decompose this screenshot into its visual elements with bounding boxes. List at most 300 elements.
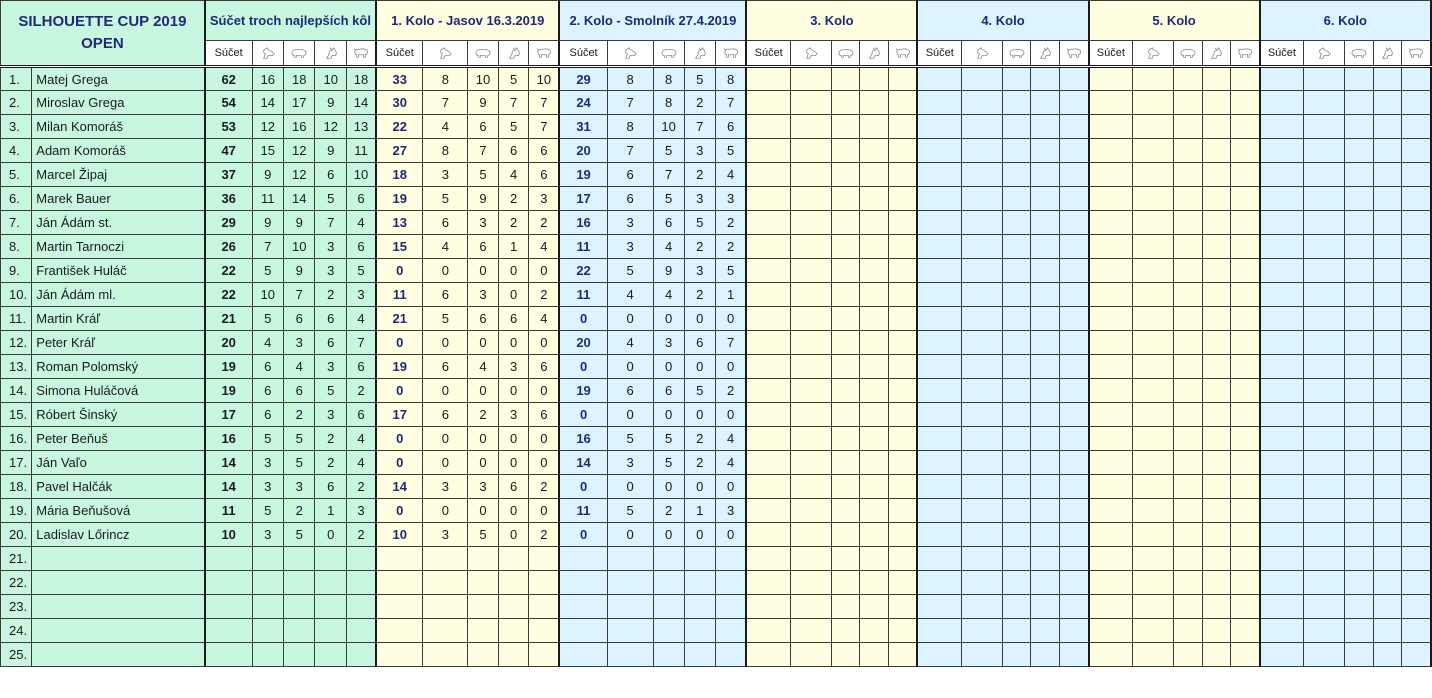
score-cell[interactable]: 2 bbox=[684, 163, 715, 187]
score-cell[interactable] bbox=[860, 91, 889, 115]
score-cell[interactable] bbox=[1304, 499, 1345, 523]
score-cell[interactable]: 18 bbox=[284, 67, 315, 91]
score-cell[interactable]: 9 bbox=[653, 259, 684, 283]
score-cell[interactable]: 6 bbox=[684, 331, 715, 355]
total-score-cell[interactable] bbox=[1260, 595, 1304, 619]
score-cell[interactable] bbox=[790, 451, 831, 475]
total-score-cell[interactable]: 54 bbox=[205, 91, 252, 115]
score-cell[interactable] bbox=[790, 355, 831, 379]
total-score-cell[interactable]: 14 bbox=[376, 475, 423, 499]
score-cell[interactable] bbox=[1231, 91, 1260, 115]
score-cell[interactable] bbox=[962, 379, 1003, 403]
score-cell[interactable]: 2 bbox=[346, 523, 376, 547]
score-cell[interactable]: 7 bbox=[423, 91, 468, 115]
total-score-cell[interactable]: 31 bbox=[559, 115, 607, 139]
score-cell[interactable] bbox=[1031, 259, 1060, 283]
score-cell[interactable] bbox=[1060, 595, 1089, 619]
score-cell[interactable] bbox=[889, 643, 918, 667]
score-cell[interactable]: 3 bbox=[684, 139, 715, 163]
ram-column-header[interactable] bbox=[1231, 41, 1260, 67]
score-cell[interactable] bbox=[1344, 259, 1373, 283]
pig-column-header[interactable] bbox=[653, 41, 684, 67]
score-cell[interactable]: 2 bbox=[529, 283, 560, 307]
score-cell[interactable] bbox=[1133, 403, 1174, 427]
ram-column-header[interactable] bbox=[1402, 41, 1431, 67]
total-score-cell[interactable]: 21 bbox=[205, 307, 252, 331]
total-score-cell[interactable]: 0 bbox=[376, 427, 423, 451]
total-score-cell[interactable] bbox=[376, 643, 423, 667]
competitor-name-cell[interactable]: Pavel Halčák bbox=[32, 475, 205, 499]
round-3-header[interactable]: 3. Kolo bbox=[746, 1, 917, 41]
score-cell[interactable] bbox=[790, 331, 831, 355]
score-cell[interactable]: 0 bbox=[607, 403, 653, 427]
score-cell[interactable]: 10 bbox=[284, 235, 315, 259]
score-cell[interactable] bbox=[1344, 379, 1373, 403]
total-score-cell[interactable]: 0 bbox=[559, 355, 607, 379]
score-cell[interactable] bbox=[1002, 211, 1031, 235]
total-score-cell[interactable] bbox=[746, 643, 790, 667]
score-cell[interactable] bbox=[1002, 571, 1031, 595]
score-cell[interactable] bbox=[498, 571, 529, 595]
score-cell[interactable]: 3 bbox=[607, 235, 653, 259]
score-cell[interactable]: 0 bbox=[423, 499, 468, 523]
pig-column-header[interactable] bbox=[831, 41, 860, 67]
score-cell[interactable] bbox=[1373, 499, 1402, 523]
score-cell[interactable] bbox=[1202, 403, 1231, 427]
score-cell[interactable]: 7 bbox=[284, 283, 315, 307]
score-cell[interactable] bbox=[1202, 307, 1231, 331]
rank-cell[interactable]: 1. bbox=[1, 67, 32, 91]
score-cell[interactable]: 2 bbox=[715, 235, 746, 259]
score-cell[interactable] bbox=[346, 643, 376, 667]
score-cell[interactable]: 6 bbox=[346, 187, 376, 211]
total-score-cell[interactable] bbox=[746, 571, 790, 595]
score-cell[interactable] bbox=[860, 115, 889, 139]
score-cell[interactable] bbox=[607, 547, 653, 571]
score-cell[interactable] bbox=[1060, 235, 1089, 259]
total-score-cell[interactable]: 22 bbox=[559, 259, 607, 283]
score-cell[interactable]: 4 bbox=[653, 235, 684, 259]
score-cell[interactable] bbox=[889, 187, 918, 211]
score-cell[interactable] bbox=[1002, 259, 1031, 283]
total-score-cell[interactable]: 17 bbox=[205, 403, 252, 427]
sum-subheader[interactable]: Súčet bbox=[1089, 41, 1133, 67]
score-cell[interactable] bbox=[831, 355, 860, 379]
score-cell[interactable] bbox=[653, 643, 684, 667]
score-cell[interactable]: 12 bbox=[252, 115, 283, 139]
total-score-cell[interactable] bbox=[746, 619, 790, 643]
competitor-name-cell[interactable] bbox=[32, 619, 205, 643]
score-cell[interactable] bbox=[790, 163, 831, 187]
total-score-cell[interactable]: 0 bbox=[376, 499, 423, 523]
score-cell[interactable] bbox=[889, 235, 918, 259]
score-cell[interactable] bbox=[1231, 115, 1260, 139]
score-cell[interactable] bbox=[1002, 499, 1031, 523]
score-cell[interactable]: 0 bbox=[423, 259, 468, 283]
total-score-cell[interactable] bbox=[376, 571, 423, 595]
score-cell[interactable] bbox=[1031, 163, 1060, 187]
score-cell[interactable] bbox=[1304, 619, 1345, 643]
total-score-cell[interactable]: 17 bbox=[376, 403, 423, 427]
score-cell[interactable] bbox=[1402, 331, 1431, 355]
score-cell[interactable]: 11 bbox=[346, 139, 376, 163]
pig-column-header[interactable] bbox=[1173, 41, 1202, 67]
total-score-cell[interactable] bbox=[1260, 283, 1304, 307]
total-score-cell[interactable] bbox=[746, 115, 790, 139]
score-cell[interactable]: 3 bbox=[684, 259, 715, 283]
score-cell[interactable] bbox=[1304, 475, 1345, 499]
total-score-cell[interactable]: 19 bbox=[376, 187, 423, 211]
rank-cell[interactable]: 23. bbox=[1, 595, 32, 619]
rank-cell[interactable]: 13. bbox=[1, 355, 32, 379]
score-cell[interactable] bbox=[831, 427, 860, 451]
score-cell[interactable]: 6 bbox=[529, 355, 560, 379]
score-cell[interactable] bbox=[1402, 619, 1431, 643]
score-cell[interactable]: 7 bbox=[252, 235, 283, 259]
score-cell[interactable] bbox=[1344, 355, 1373, 379]
score-cell[interactable]: 0 bbox=[607, 523, 653, 547]
score-cell[interactable] bbox=[1231, 451, 1260, 475]
score-cell[interactable] bbox=[1304, 379, 1345, 403]
score-cell[interactable] bbox=[962, 547, 1003, 571]
score-cell[interactable] bbox=[1060, 307, 1089, 331]
score-cell[interactable] bbox=[1031, 235, 1060, 259]
rank-cell[interactable]: 10. bbox=[1, 283, 32, 307]
total-score-cell[interactable]: 14 bbox=[205, 451, 252, 475]
score-cell[interactable]: 11 bbox=[252, 187, 283, 211]
score-cell[interactable] bbox=[831, 451, 860, 475]
score-cell[interactable] bbox=[715, 643, 746, 667]
score-cell[interactable] bbox=[1133, 427, 1174, 451]
total-score-cell[interactable] bbox=[1260, 91, 1304, 115]
score-cell[interactable] bbox=[962, 115, 1003, 139]
score-cell[interactable] bbox=[831, 283, 860, 307]
score-cell[interactable] bbox=[1231, 211, 1260, 235]
score-cell[interactable]: 4 bbox=[715, 427, 746, 451]
score-cell[interactable] bbox=[1202, 451, 1231, 475]
total-score-cell[interactable] bbox=[1089, 259, 1133, 283]
turkey-column-header[interactable] bbox=[1373, 41, 1402, 67]
score-cell[interactable] bbox=[889, 571, 918, 595]
total-score-cell[interactable] bbox=[376, 619, 423, 643]
score-cell[interactable] bbox=[1304, 187, 1345, 211]
score-cell[interactable]: 15 bbox=[252, 139, 283, 163]
score-cell[interactable] bbox=[962, 475, 1003, 499]
score-cell[interactable] bbox=[889, 403, 918, 427]
score-cell[interactable]: 6 bbox=[252, 403, 283, 427]
score-cell[interactable] bbox=[860, 235, 889, 259]
score-cell[interactable]: 4 bbox=[468, 355, 499, 379]
score-cell[interactable] bbox=[790, 547, 831, 571]
score-cell[interactable]: 14 bbox=[284, 187, 315, 211]
score-cell[interactable] bbox=[860, 427, 889, 451]
score-cell[interactable] bbox=[1060, 283, 1089, 307]
score-cell[interactable] bbox=[860, 379, 889, 403]
score-cell[interactable] bbox=[1304, 91, 1345, 115]
score-cell[interactable] bbox=[1344, 331, 1373, 355]
total-score-cell[interactable]: 26 bbox=[205, 235, 252, 259]
total-score-cell[interactable] bbox=[559, 547, 607, 571]
score-cell[interactable] bbox=[1202, 67, 1231, 91]
score-cell[interactable] bbox=[1173, 499, 1202, 523]
score-cell[interactable] bbox=[1202, 499, 1231, 523]
score-cell[interactable]: 3 bbox=[284, 475, 315, 499]
chicken-column-header[interactable] bbox=[607, 41, 653, 67]
score-cell[interactable] bbox=[1133, 475, 1174, 499]
total-score-cell[interactable] bbox=[1260, 643, 1304, 667]
total-score-cell[interactable]: 29 bbox=[205, 211, 252, 235]
score-cell[interactable] bbox=[1031, 91, 1060, 115]
score-cell[interactable] bbox=[1373, 547, 1402, 571]
score-cell[interactable] bbox=[1402, 307, 1431, 331]
score-cell[interactable] bbox=[1202, 595, 1231, 619]
score-cell[interactable]: 16 bbox=[252, 67, 283, 91]
round-5-header[interactable]: 5. Kolo bbox=[1089, 1, 1260, 41]
score-cell[interactable]: 5 bbox=[715, 139, 746, 163]
score-cell[interactable] bbox=[831, 115, 860, 139]
score-cell[interactable] bbox=[1002, 451, 1031, 475]
score-cell[interactable] bbox=[1402, 259, 1431, 283]
total-score-cell[interactable]: 37 bbox=[205, 163, 252, 187]
score-cell[interactable]: 2 bbox=[684, 427, 715, 451]
competitor-name-cell[interactable]: Róbert Šinský bbox=[32, 403, 205, 427]
total-score-cell[interactable] bbox=[917, 163, 961, 187]
score-cell[interactable] bbox=[1133, 283, 1174, 307]
score-cell[interactable]: 3 bbox=[468, 211, 499, 235]
score-cell[interactable]: 6 bbox=[315, 163, 346, 187]
score-cell[interactable]: 0 bbox=[315, 523, 346, 547]
score-cell[interactable] bbox=[1373, 571, 1402, 595]
total-score-cell[interactable] bbox=[746, 283, 790, 307]
competitor-name-cell[interactable]: Peter Kráľ bbox=[32, 331, 205, 355]
total-score-cell[interactable] bbox=[746, 427, 790, 451]
pig-column-header[interactable] bbox=[1344, 41, 1373, 67]
score-cell[interactable] bbox=[1373, 91, 1402, 115]
score-cell[interactable] bbox=[1304, 307, 1345, 331]
score-cell[interactable] bbox=[1373, 643, 1402, 667]
score-cell[interactable]: 0 bbox=[653, 355, 684, 379]
total-score-cell[interactable]: 19 bbox=[376, 355, 423, 379]
total-score-cell[interactable] bbox=[746, 523, 790, 547]
score-cell[interactable] bbox=[1202, 523, 1231, 547]
score-cell[interactable]: 7 bbox=[529, 115, 560, 139]
score-cell[interactable] bbox=[860, 643, 889, 667]
score-cell[interactable] bbox=[1202, 475, 1231, 499]
score-cell[interactable] bbox=[1231, 331, 1260, 355]
total-score-cell[interactable] bbox=[746, 451, 790, 475]
total-score-cell[interactable] bbox=[1089, 499, 1133, 523]
best-three-header[interactable]: Súčet troch najlepších kôl bbox=[205, 1, 376, 41]
score-cell[interactable]: 6 bbox=[346, 403, 376, 427]
total-score-cell[interactable] bbox=[205, 571, 252, 595]
rank-cell[interactable]: 6. bbox=[1, 187, 32, 211]
score-cell[interactable] bbox=[831, 595, 860, 619]
total-score-cell[interactable] bbox=[917, 475, 961, 499]
rank-cell[interactable]: 16. bbox=[1, 427, 32, 451]
total-score-cell[interactable]: 22 bbox=[205, 283, 252, 307]
score-cell[interactable]: 8 bbox=[653, 67, 684, 91]
score-cell[interactable]: 0 bbox=[498, 523, 529, 547]
total-score-cell[interactable] bbox=[1260, 499, 1304, 523]
score-cell[interactable] bbox=[1002, 283, 1031, 307]
score-cell[interactable] bbox=[962, 427, 1003, 451]
total-score-cell[interactable] bbox=[1089, 403, 1133, 427]
score-cell[interactable] bbox=[315, 643, 346, 667]
score-cell[interactable]: 4 bbox=[498, 163, 529, 187]
total-score-cell[interactable]: 22 bbox=[376, 115, 423, 139]
score-cell[interactable] bbox=[1060, 619, 1089, 643]
score-cell[interactable] bbox=[1202, 643, 1231, 667]
score-cell[interactable] bbox=[1304, 331, 1345, 355]
score-cell[interactable]: 3 bbox=[498, 403, 529, 427]
total-score-cell[interactable] bbox=[1260, 139, 1304, 163]
score-cell[interactable]: 6 bbox=[529, 403, 560, 427]
score-cell[interactable]: 4 bbox=[346, 451, 376, 475]
score-cell[interactable] bbox=[1304, 67, 1345, 91]
total-score-cell[interactable]: 16 bbox=[559, 427, 607, 451]
competitor-name-cell[interactable]: Marcel Žipaj bbox=[32, 163, 205, 187]
score-cell[interactable]: 1 bbox=[498, 235, 529, 259]
score-cell[interactable]: 0 bbox=[423, 379, 468, 403]
score-cell[interactable] bbox=[315, 571, 346, 595]
total-score-cell[interactable] bbox=[1089, 451, 1133, 475]
score-cell[interactable] bbox=[1173, 307, 1202, 331]
score-cell[interactable] bbox=[1173, 475, 1202, 499]
score-cell[interactable] bbox=[252, 571, 283, 595]
score-cell[interactable] bbox=[1002, 523, 1031, 547]
score-cell[interactable] bbox=[889, 307, 918, 331]
score-cell[interactable]: 14 bbox=[252, 91, 283, 115]
score-cell[interactable] bbox=[1060, 187, 1089, 211]
score-cell[interactable] bbox=[1031, 331, 1060, 355]
total-score-cell[interactable] bbox=[205, 595, 252, 619]
ram-column-header[interactable] bbox=[715, 41, 746, 67]
score-cell[interactable] bbox=[1060, 211, 1089, 235]
score-cell[interactable]: 0 bbox=[684, 475, 715, 499]
score-cell[interactable] bbox=[1060, 643, 1089, 667]
total-score-cell[interactable] bbox=[1260, 523, 1304, 547]
total-score-cell[interactable] bbox=[1089, 163, 1133, 187]
score-cell[interactable] bbox=[1060, 475, 1089, 499]
sum-subheader[interactable]: Súčet bbox=[376, 41, 423, 67]
score-cell[interactable] bbox=[1231, 427, 1260, 451]
score-cell[interactable]: 10 bbox=[252, 283, 283, 307]
score-cell[interactable] bbox=[1402, 139, 1431, 163]
score-cell[interactable] bbox=[1031, 403, 1060, 427]
score-cell[interactable] bbox=[1344, 115, 1373, 139]
score-cell[interactable] bbox=[1373, 595, 1402, 619]
score-cell[interactable]: 6 bbox=[468, 115, 499, 139]
score-cell[interactable]: 3 bbox=[346, 499, 376, 523]
score-cell[interactable] bbox=[1402, 595, 1431, 619]
score-cell[interactable] bbox=[1304, 211, 1345, 235]
score-cell[interactable] bbox=[498, 619, 529, 643]
total-score-cell[interactable]: 14 bbox=[559, 451, 607, 475]
score-cell[interactable]: 6 bbox=[607, 187, 653, 211]
score-cell[interactable] bbox=[1173, 451, 1202, 475]
total-score-cell[interactable] bbox=[917, 307, 961, 331]
score-cell[interactable] bbox=[284, 547, 315, 571]
score-cell[interactable] bbox=[1173, 619, 1202, 643]
score-cell[interactable] bbox=[1231, 403, 1260, 427]
score-cell[interactable]: 5 bbox=[423, 187, 468, 211]
total-score-cell[interactable] bbox=[205, 619, 252, 643]
score-cell[interactable] bbox=[1202, 187, 1231, 211]
score-cell[interactable] bbox=[1002, 115, 1031, 139]
score-cell[interactable]: 4 bbox=[346, 427, 376, 451]
score-cell[interactable] bbox=[1002, 331, 1031, 355]
score-cell[interactable] bbox=[715, 595, 746, 619]
score-cell[interactable] bbox=[1231, 643, 1260, 667]
score-cell[interactable]: 0 bbox=[468, 499, 499, 523]
score-cell[interactable]: 7 bbox=[607, 139, 653, 163]
score-cell[interactable] bbox=[889, 547, 918, 571]
score-cell[interactable] bbox=[1344, 211, 1373, 235]
chicken-column-header[interactable] bbox=[790, 41, 831, 67]
score-cell[interactable] bbox=[790, 643, 831, 667]
score-cell[interactable] bbox=[962, 331, 1003, 355]
chicken-column-header[interactable] bbox=[1304, 41, 1345, 67]
score-cell[interactable]: 6 bbox=[315, 307, 346, 331]
chicken-column-header[interactable] bbox=[1133, 41, 1174, 67]
score-cell[interactable] bbox=[468, 595, 499, 619]
score-cell[interactable] bbox=[1304, 139, 1345, 163]
score-cell[interactable] bbox=[1202, 283, 1231, 307]
total-score-cell[interactable] bbox=[1260, 571, 1304, 595]
score-cell[interactable] bbox=[1133, 571, 1174, 595]
score-cell[interactable]: 5 bbox=[653, 427, 684, 451]
score-cell[interactable] bbox=[252, 619, 283, 643]
score-cell[interactable] bbox=[1202, 259, 1231, 283]
score-cell[interactable] bbox=[831, 475, 860, 499]
total-score-cell[interactable] bbox=[1260, 115, 1304, 139]
total-score-cell[interactable] bbox=[205, 547, 252, 571]
score-cell[interactable] bbox=[1173, 259, 1202, 283]
score-cell[interactable]: 0 bbox=[498, 259, 529, 283]
total-score-cell[interactable] bbox=[1260, 67, 1304, 91]
score-cell[interactable] bbox=[1344, 499, 1373, 523]
total-score-cell[interactable]: 15 bbox=[376, 235, 423, 259]
score-cell[interactable]: 0 bbox=[498, 499, 529, 523]
score-cell[interactable] bbox=[1133, 499, 1174, 523]
score-cell[interactable] bbox=[1202, 379, 1231, 403]
score-cell[interactable]: 10 bbox=[468, 67, 499, 91]
score-cell[interactable] bbox=[284, 619, 315, 643]
score-cell[interactable] bbox=[1031, 67, 1060, 91]
score-cell[interactable] bbox=[1002, 67, 1031, 91]
score-cell[interactable] bbox=[284, 595, 315, 619]
score-cell[interactable] bbox=[790, 307, 831, 331]
total-score-cell[interactable] bbox=[1089, 379, 1133, 403]
total-score-cell[interactable] bbox=[746, 403, 790, 427]
score-cell[interactable] bbox=[1344, 187, 1373, 211]
score-cell[interactable] bbox=[1133, 379, 1174, 403]
score-cell[interactable]: 10 bbox=[529, 67, 560, 91]
score-cell[interactable] bbox=[1060, 403, 1089, 427]
score-cell[interactable]: 5 bbox=[252, 427, 283, 451]
score-cell[interactable]: 8 bbox=[715, 67, 746, 91]
score-cell[interactable]: 0 bbox=[498, 427, 529, 451]
score-cell[interactable] bbox=[889, 619, 918, 643]
score-cell[interactable] bbox=[1031, 139, 1060, 163]
score-cell[interactable] bbox=[1060, 499, 1089, 523]
score-cell[interactable] bbox=[1373, 355, 1402, 379]
score-cell[interactable] bbox=[860, 499, 889, 523]
score-cell[interactable] bbox=[1202, 211, 1231, 235]
score-cell[interactable] bbox=[962, 235, 1003, 259]
score-cell[interactable] bbox=[529, 547, 560, 571]
score-cell[interactable] bbox=[284, 571, 315, 595]
